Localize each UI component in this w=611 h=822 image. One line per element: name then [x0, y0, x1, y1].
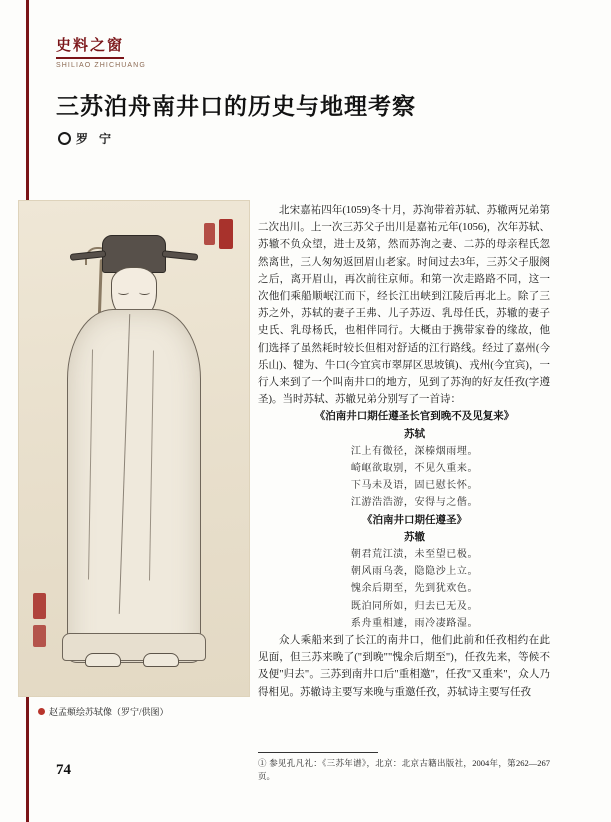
poem-title: 《泊南井口期任遵圣长官到晚不及见复来》 [314, 411, 515, 423]
column-header [56, 34, 146, 69]
shoe-shape [143, 653, 179, 667]
poem-line: 下马未及语，固已慰长怀。 [350, 480, 479, 492]
eye-shape [118, 290, 129, 295]
poem-author: 苏轼 [404, 428, 425, 440]
poem-line: 朝风雨乌袭，隐隐沙上立。 [350, 566, 479, 578]
figure-image [18, 200, 250, 697]
paragraph: 北宋嘉祐四年(1059)冬十月，苏洵带着苏轼、苏辙两兄弟第二次出川。上一次三苏父子出川是嘉祐元年(1056)，次年苏轼、苏辙不负众望，进士及第，然而苏洵之妻、二苏的母亲程氏忽然离世，三人匆匆返回眉山老家。时间过去3年，三苏父子服阕之后，离开眉山，再次前往京师。和第一次走路路不同，这一次他们乘船顺岷江而下，经长江出峡到江陵后再北上。除了三苏之外，苏轼的妻子王弗、儿子苏迈、乳母任氏，苏辙的妻子史氏、乳母杨氏，也相伴同行。大概由于携带家眷的缘故，他们选择了虽然耗时较长但相对舒适的江行路线。经过了嘉州(今乐山)、犍为、牛口(今宜宾市翠屏区思坡镇)、戎州(今宜宾)，一行人来到了一个叫南井口的地方，见到了苏洵的好友任孜(字遵圣)。当时苏轼、苏辙兄弟分别写了一首诗： [258, 205, 550, 406]
figure-block [18, 200, 248, 718]
seal-stamp-icon [204, 223, 215, 245]
poem-line: 江上有微径，深榛烟雨埋。 [350, 445, 479, 457]
poem-line: 系舟重相遽，雨冷凄路湿。 [350, 617, 479, 629]
figure-caption [18, 705, 248, 718]
poem-author: 苏辙 [404, 531, 425, 543]
poem-line: 既泊同所如，归去已无及。 [350, 600, 479, 612]
seal-stamp-icon [33, 625, 46, 647]
shoe-shape [85, 653, 121, 667]
poem-line: 愧余后期至，先到犹欢色。 [350, 583, 479, 595]
seal-stamp-icon [219, 219, 233, 249]
footnote-divider [258, 752, 378, 753]
bullet-icon [58, 132, 71, 145]
caption-bullet-icon [38, 708, 45, 715]
robe-shape [67, 309, 201, 663]
robe-hem-shape [62, 633, 206, 661]
page-number: 74 [56, 762, 71, 778]
body-text-column [258, 202, 550, 701]
poem-title: 《泊南井口期任遵圣》 [362, 514, 467, 526]
seal-stamp-icon [33, 593, 46, 619]
paragraph: 众人乘船来到了长江的南井口，他们此前和任孜相约在此见面，但三苏来晚了("到晚""愧余后期至")，任孜先来，等候不及便"归去"。三苏到南井口后"重相邀"，任孜"又重来"，众人乃得相见。苏辙诗主要写来晚与重邀任孜，苏轼诗主要写任孜 [258, 635, 550, 698]
column-header-title: 史料之窗 [56, 34, 124, 59]
page-title: 三苏泊舟南井口的历史与地理考察 [56, 94, 416, 119]
author-name: 罗 宁 [76, 132, 116, 146]
poem-line: 江游浩浩游，安得与之偕。 [350, 497, 479, 509]
figure-caption-text: 赵孟頫绘苏轼像（罗宁/供图） [49, 707, 169, 717]
eye-shape [139, 290, 150, 295]
article-byline [58, 130, 115, 147]
poem-line: 崎岖欲取别，不见久重来。 [350, 463, 479, 475]
column-header-pinyin: SHILIAO ZHICHUANG [56, 62, 146, 69]
poem-line: 朝君荒江渍，未至望已极。 [350, 549, 479, 561]
footnote-text: ① 参见孔凡礼：《三苏年谱》，北京：北京古籍出版社，2004年，第262—267页。 [258, 758, 550, 781]
